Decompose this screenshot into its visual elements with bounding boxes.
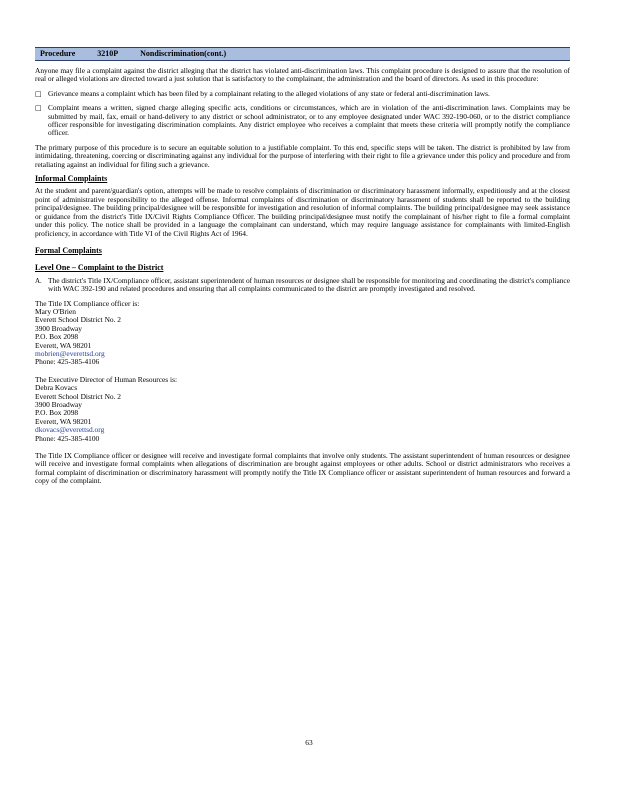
procedure-label: Procedure	[40, 49, 76, 58]
titleix-officer-contact	[35, 300, 570, 367]
informal-complaints-heading: Informal Complaints	[35, 174, 108, 184]
contact-org: Everett School District No. 2	[35, 315, 122, 325]
contact-name: Debra Kovacs	[35, 383, 78, 393]
contact-po: P.O. Box 2098	[35, 408, 79, 418]
contact-label: The Executive Director of Human Resources is:	[35, 374, 178, 384]
bullet-icon: □	[35, 104, 42, 113]
definition-text: Complaint means a written, signed charge alleging specific acts, conditions or circumstances, which are in violation of the anti-discrimination laws. Complaints may be submitted by mail, fax, email or hand-delivery to any district or school administrator, or to any employee designated under WAC 392-190-060, or to the district compliance officer responsible for investigating discrimination complaints. Any district employee who receives a complaint that meets these criteria will promptly notify the compliance officer.	[48, 103, 570, 138]
contact-email-link[interactable]: mobrien@everettsd.org	[35, 348, 105, 358]
contact-phone: Phone: 425-385-4100	[35, 433, 100, 443]
procedure-number: 3210P	[97, 49, 119, 58]
contact-email-link[interactable]: dkovacs@everettsd.org	[35, 425, 105, 435]
closing-paragraph: The Title IX Compliance officer or designee will receive and investigate formal complaints that involve only students. The assistant superintendent of human resources or designee will receive and investigate formal complaints when allegations of discrimination are brought against employees or other adults. School or district administrators who receives a formal complaint of discrimination or discriminatory harassment will promptly notify the Title IX Compliance officer or assistant superintendent of human resources and forward a copy of the complaint.	[35, 451, 570, 486]
contact-po: P.O. Box 2098	[35, 332, 79, 342]
purpose-paragraph: The primary purpose of this procedure is to secure an equitable solution to a justifiable complaint. To this end, specific steps will be taken. The district is prohibited by law from intimidating, threatening, coercing or discriminating against any individual for the purpose of interfering with their right to file a grievance under this policy and procedure and from retaliating against an individual for filing such a grievance.	[35, 142, 570, 169]
contact-city: Everett, WA 98201	[35, 340, 92, 350]
intro-paragraph: Anyone may file a complaint against the district alleging that the district has violated anti-discrimination laws. This complaint procedure is designed to assure that the resolution of real or alleged violations are directed toward a just solution that is satisfactory to the complainant, the administration and the board of directors. As used in this procedure:	[35, 66, 570, 84]
document-page	[35, 47, 570, 486]
item-marker: A.	[35, 276, 42, 285]
definition-grievance	[35, 90, 570, 98]
informal-complaints-paragraph: At the student and parent/guardian's option, attempts will be made to resolve complaints of discrimination or discriminatory harassment informally, expeditiously and at the closest point of administrative responsibility to the alleged offense. Informal complaints of discrimination or discriminatory harassment of students shall be reported to the building principal/designee. The building principal/designee will be responsible for investigation and resolution of informal complaints. The building principal/designee may seek assistance or guidance from the district's Title IX/Civil Rights Compliance Officer. The building principal/designee must notify the complainant of his/her right to file a formal complaint under this policy. The notice shall be provided in a language the complainant can understand, which may require language assistance for complainants with limited-English proficiency, in accordance with Title VI of the Civil Rights Act of 1964.	[35, 186, 570, 238]
contact-org: Everett School District No. 2	[35, 391, 122, 401]
contact-street: 3900 Broadway	[35, 400, 83, 409]
contact-phone: Phone: 425-385-4106	[35, 357, 100, 367]
bullet-icon: □	[35, 89, 42, 98]
procedure-title: Nondiscrimination(cont.)	[140, 49, 227, 58]
level-one-item	[35, 277, 570, 294]
hr-director-contact	[35, 376, 570, 443]
contact-street: 3900 Broadway	[35, 323, 83, 333]
formal-complaints-heading: Formal Complaints	[35, 245, 102, 255]
definition-text: Grievance means a complaint which has been filed by a complainant relating to the alleged violations of any state or federal anti-discrimination laws.	[48, 88, 490, 98]
definition-complaint	[35, 104, 570, 138]
level-one-text: The district's Title IX/Compliance officer, assistant superintendent of human resources or designee shall be responsible for monitoring and coordinating the district's compliance with WAC 392-190 and related procedures and ensuring that all complaints communicated to the district are promptly investigated and resolved.	[48, 275, 570, 294]
contact-name: Mary O'Brien	[35, 306, 76, 316]
contact-city: Everett, WA 98201	[35, 416, 92, 426]
page-number: 63	[305, 738, 313, 747]
level-one-heading: Level One – Complaint to the District	[35, 263, 164, 273]
procedure-header	[35, 47, 570, 61]
contact-label: The Title IX Compliance officer is:	[35, 298, 140, 308]
